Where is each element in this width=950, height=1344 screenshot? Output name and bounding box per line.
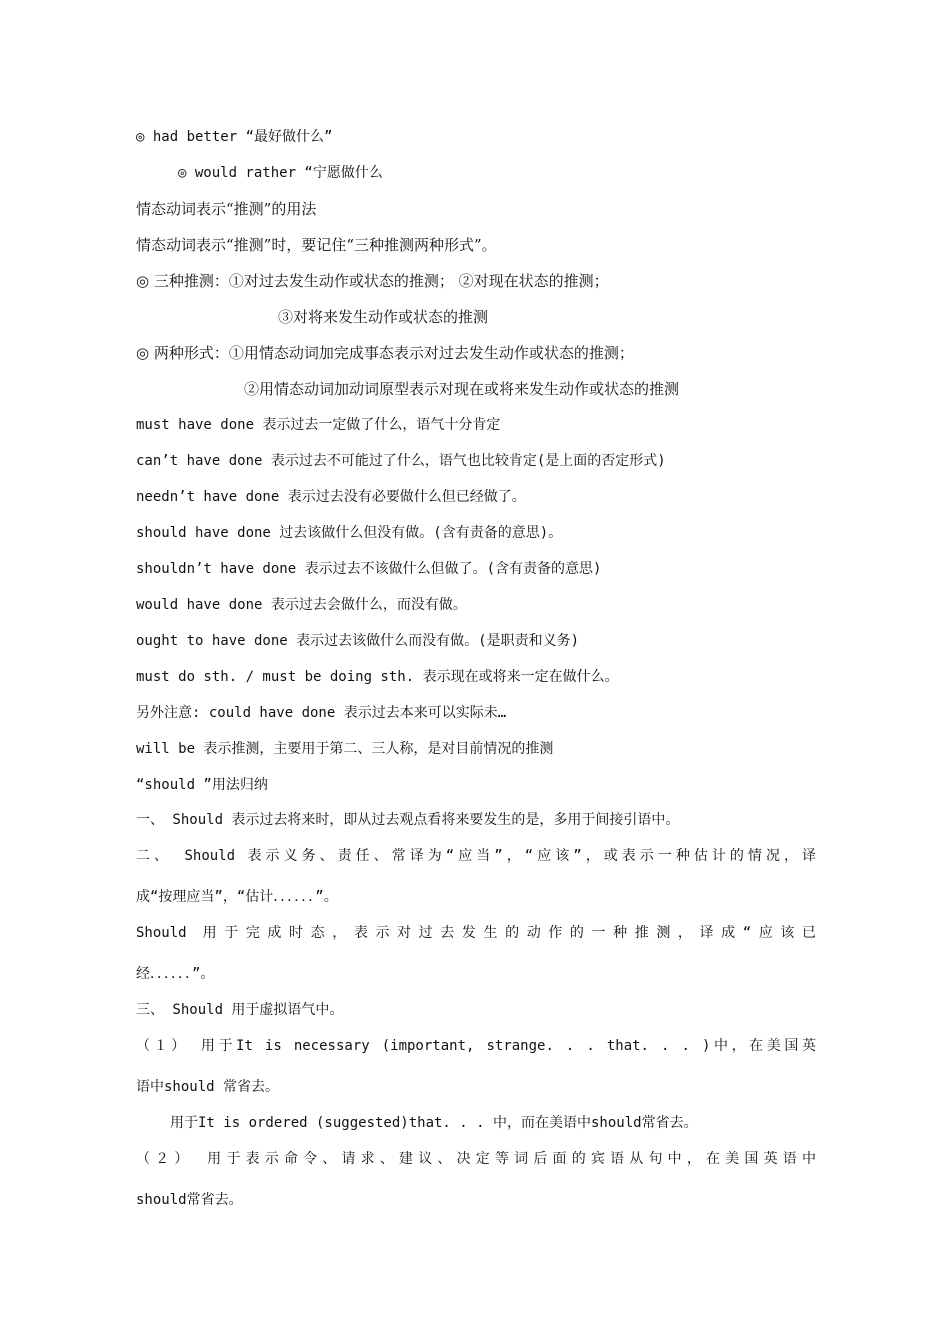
line-had-better: ◎ had better “最好做什么” [136, 129, 333, 145]
line-remember-three-two: 情态动词表示“推测”时，要记住“三种推测两种形式”。 [136, 236, 497, 254]
line-shouldnt-have-done: shouldn’t have done 表示过去不该做什么但做了。(含有责备的意思) [136, 561, 602, 577]
line-cant-have-done: can’t have done 表示过去不可能过了什么，语气也比较肯定(是上面的否定形式) [136, 453, 666, 469]
line-ordered-suggested: 用于It is ordered (suggested)that. . . 中，而在美语中should常省去。 [170, 1115, 698, 1131]
line-should-perfect-cont: 经．．．．．．”。 [136, 966, 215, 982]
line-would-rather: ◎ would rather “宁愿做什么 [178, 165, 383, 181]
line-form-two: ②用情态动词加动词原型表示对现在或将来发生动作或状态的推测 [244, 380, 680, 398]
line-sub-two-cont: should常省去。 [136, 1192, 243, 1208]
line-sub-one-cont: 语中should 常省去。 [136, 1079, 280, 1095]
line-will-be: will be 表示推测，主要用于第二、三人称，是对目前情况的推测 [136, 741, 554, 757]
line-point-one: 一、 Should 表示过去将来时，即从过去观点看将来要发生的是，多用于间接引语中。 [136, 812, 680, 828]
line-could-have-done: 另外注意: could have done 表示过去本来可以实际未… [136, 705, 507, 721]
heading-modal-inference-usage: 情态动词表示“推测”的用法 [136, 200, 317, 218]
line-must-do-sth: must do sth. / must be doing sth. 表示现在或将来一定在做什么。 [136, 669, 619, 685]
line-point-two: 二、 Should 表示义务、责任、常译为“应当”，“应该”，或表示一种估计的情况，译 [136, 848, 816, 864]
line-should-perfect: Should 用于完成时态，表示对过去发生的动作的一种推测，译成“应该已 [136, 925, 816, 941]
line-point-three: 三、 Should 用于虚拟语气中。 [136, 1002, 344, 1018]
line-would-have-done: would have done 表示过去会做什么，而没有做。 [136, 597, 467, 613]
line-point-two-cont: 成“按理应当”，“估计．．．．．．”。 [136, 889, 338, 905]
line-should-have-done: should have done 过去该做什么但没有做。(含有责备的意思)。 [136, 525, 563, 541]
heading-should-usage: “should ”用法归纳 [136, 777, 268, 793]
line-two-forms: ◎ 两种形式：①用情态动词加完成事态表示对过去发生动作或状态的推测； [136, 344, 634, 362]
line-inference-future: ③对将来发生动作或状态的推测 [278, 308, 489, 326]
line-sub-two: （２） 用于表示命令、请求、建议、决定等词后面的宾语从句中，在美国英语中 [136, 1151, 816, 1167]
line-sub-one: （１） 用于It is necessary (important, strange. . . that. . . )中，在美国英 [136, 1038, 816, 1054]
line-ought-to-have-done: ought to have done 表示过去该做什么而没有做。(是职责和义务) [136, 633, 580, 649]
line-neednt-have-done: needn’t have done 表示过去没有必要做什么但已经做了。 [136, 489, 526, 505]
line-three-inferences: ◎ 三种推测：①对过去发生动作或状态的推测； ②对现在状态的推测； [136, 272, 609, 290]
line-must-have-done: must have done 表示过去一定做了什么，语气十分肯定 [136, 417, 501, 433]
